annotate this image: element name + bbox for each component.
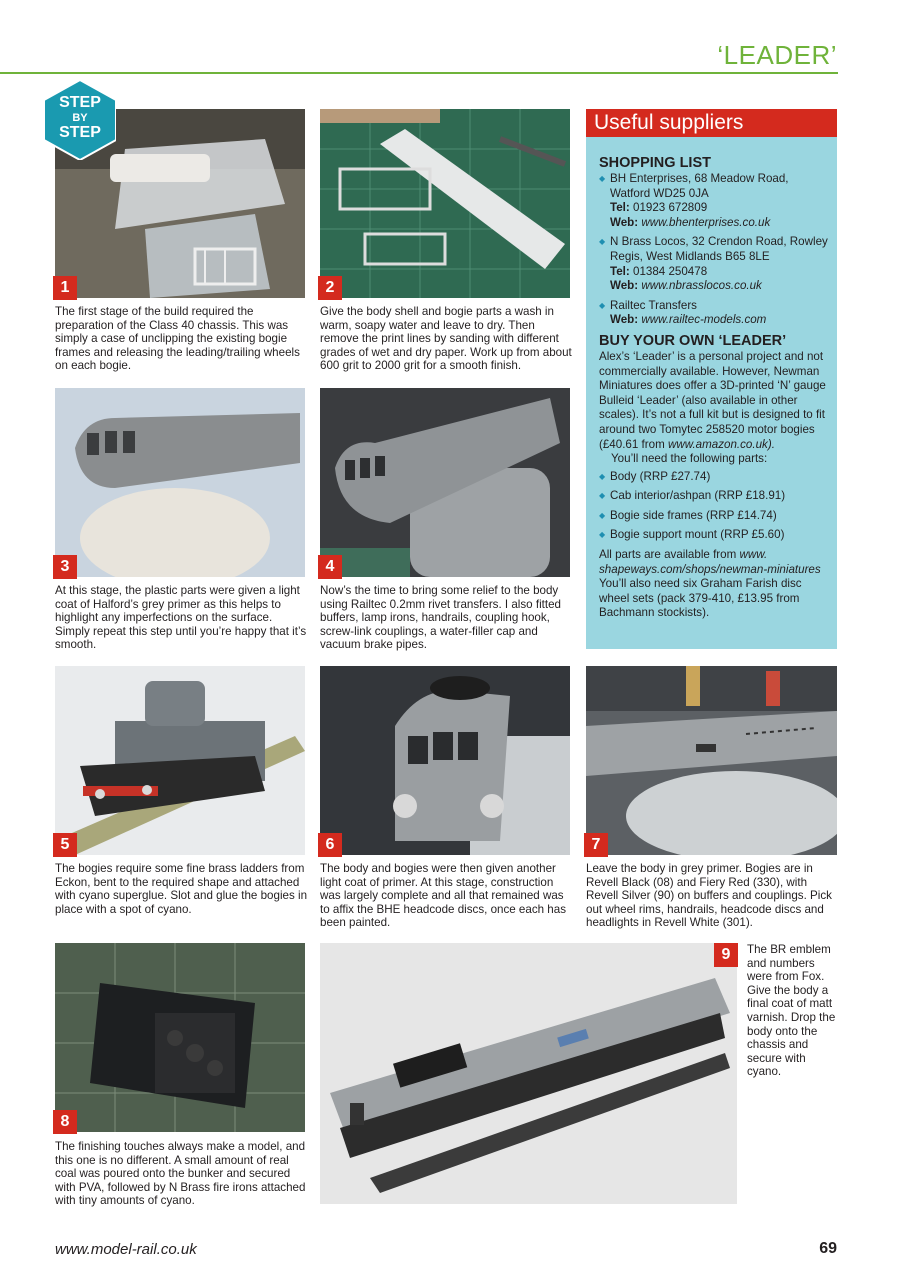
- step-7-photo: [586, 666, 837, 855]
- shapeways-link[interactable]: www. shapeways.com/shops/newman-miniatures: [599, 548, 821, 576]
- supplier-address: ◆ Railtec Transfers: [610, 298, 697, 312]
- header-rule: [0, 72, 838, 74]
- part-item: ◆ Bogie support mount (RRP £5.60): [599, 528, 831, 543]
- step-by-step-badge: [44, 80, 116, 160]
- web-label: Web:: [610, 313, 639, 327]
- amazon-link[interactable]: www.amazon.co.uk).: [667, 437, 775, 451]
- step-2-number: 2: [318, 276, 342, 300]
- supplier-tel: 01923 672809: [633, 201, 708, 215]
- buy-text: Alex’s ‘Leader’ is a personal project and not commercially available. However, Newman Miniatures does offer a 3D-printed ‘N’ gauge Bulleid ‘Leader’ (also available in other scales). It’s not a full kit but is designed to fit around two Tomytec 258520 motor bogies (£40.61 from: [599, 349, 826, 451]
- step-5-caption: The bogies require some fine brass ladders from Eckon, bent to the required shape and attached with cyano superglue. Slot and glue the bogies in place with a spot of cyano.: [55, 862, 308, 916]
- step-3-photo: [55, 388, 305, 577]
- step-6-photo: [320, 666, 570, 855]
- supplier-web-link[interactable]: www.nbrasslocos.co.uk: [641, 279, 762, 293]
- step-1-number: 1: [53, 276, 77, 300]
- step-6-caption: The body and bogies were then given another light coat of primer. At this stage, construction was largely complete and all that remained was to affix the BHE headcode discs, once each has been painted.: [320, 862, 566, 930]
- step-3-caption: At this stage, the plastic parts were given a light coat of Halford’s grey primer as this helps to highlight any imperfections on the surface. Simply repeat this step until you’re happy that it’s smooth.: [55, 584, 307, 652]
- step-2-photo: [320, 109, 570, 298]
- supplier-address: ◆ N Brass Locos, 32 Crendon Road, Rowley Regis, West Midlands B65 8LE: [610, 235, 828, 263]
- step-3-number: 3: [53, 555, 77, 579]
- avail-text: All parts are available from: [599, 548, 737, 562]
- supplier-address: ◆ BH Enterprises, 68 Meadow Road, Watford WD25 0JA: [610, 172, 789, 200]
- tel-label: Tel:: [610, 201, 630, 215]
- step-2-caption: Give the body shell and bogie parts a wash in warm, soapy water and leave to dry. Then remove the print lines by sanding with different grades of wet and dry paper. Work up from about 600 grit to 2000 grit for a smooth finish.: [320, 305, 572, 373]
- step-5-number: 5: [53, 833, 77, 857]
- supplier-item: [599, 235, 831, 293]
- part-item: ◆ Cab interior/ashpan (RRP £18.91): [599, 489, 831, 504]
- tel-label: Tel:: [610, 264, 630, 278]
- step-7-number: 7: [584, 833, 608, 857]
- badge-line-2: BY: [72, 112, 88, 124]
- page-number: 69: [819, 1240, 837, 1257]
- supplier-web-link[interactable]: www.railtec-models.com: [641, 313, 767, 327]
- step-8-photo: [55, 943, 305, 1132]
- web-label: Web:: [610, 215, 639, 229]
- footer-url[interactable]: www.model-rail.co.uk: [55, 1241, 197, 1258]
- suppliers-title: Useful suppliers: [586, 109, 837, 137]
- web-label: Web:: [610, 279, 639, 293]
- avail-rest: You’ll also need six Graham Farish disc wheel sets (pack 379-410, £13.95 from Bachmann stockists).: [599, 577, 802, 620]
- step-4-number: 4: [318, 555, 342, 579]
- suppliers-body: [599, 153, 831, 621]
- supplier-item: [599, 172, 831, 230]
- buy-heading: BUY YOUR OWN ‘LEADER’: [599, 332, 787, 349]
- step-9-number: 9: [714, 943, 738, 967]
- step-4-photo: [320, 388, 570, 577]
- step-8-caption: The finishing touches always make a model, and this one is no different. A small amount of real coal was poured onto the bunker and secured with PVA, followed by N Brass fire irons attached with tiny amounts of cyano.: [55, 1140, 306, 1208]
- step-1-caption: The first stage of the build required the preparation of the Class 40 chassis. This was simply a case of unclipping the existing bogie frames and releasing the leading/trailing wheels on each bogie.: [55, 305, 300, 373]
- step-9-caption: The BR emblem and numbers were from Fox. Give the body a final coat of matt varnish. Drop the body onto the chassis and secure with cyano.: [747, 943, 836, 1079]
- step-9-photo: [320, 943, 737, 1204]
- buy-text-block: [599, 350, 831, 452]
- step-5-photo: [55, 666, 305, 855]
- shopping-list-heading: SHOPPING LIST: [599, 155, 711, 171]
- badge-line-1: STEP: [59, 94, 101, 111]
- section-title: ‘LEADER’: [717, 40, 837, 70]
- supplier-item: [599, 299, 831, 328]
- step-8-number: 8: [53, 1110, 77, 1134]
- availability-block: [599, 548, 831, 621]
- part-item: ◆ Body (RRP £27.74): [599, 470, 831, 485]
- supplier-web-link[interactable]: www.bhenterprises.co.uk: [641, 215, 771, 229]
- need-text: You’ll need the following parts:: [611, 452, 768, 466]
- step-6-number: 6: [318, 833, 342, 857]
- supplier-tel: 01384 250478: [633, 264, 708, 278]
- badge-line-3: STEP: [59, 124, 101, 141]
- step-7-caption: Leave the body in grey primer. Bogies are in Revell Black (08) and Fiery Red (330), with Revell Silver (90) on buffers and couplings. Pick out wheel rims, handrails, headcode discs and headlights in Revell White (301).: [586, 862, 832, 930]
- step-4-caption: Now’s the time to bring some relief to the body using Railtec 0.2mm rivet transfers. I also fitted buffers, lamp irons, handrails, coupling hook, screw-link couplings, a water-filler cap and vacuum brake pipes.: [320, 584, 561, 652]
- part-item: ◆ Bogie side frames (RRP £14.74): [599, 509, 831, 524]
